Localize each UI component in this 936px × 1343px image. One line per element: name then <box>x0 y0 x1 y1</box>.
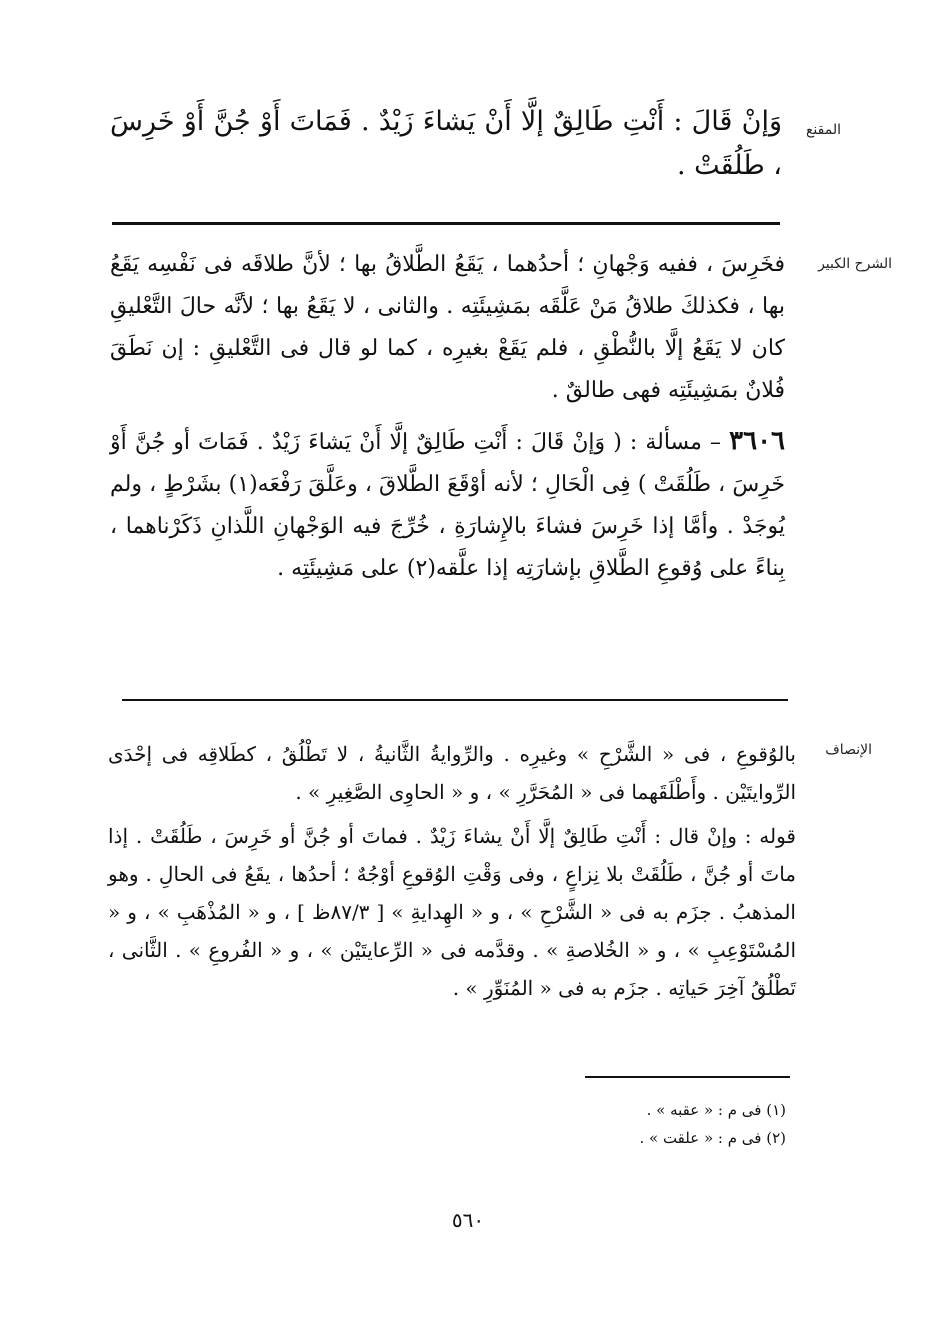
section-label-muqni: المقنع <box>805 122 841 138</box>
sharh-masala-paragraph <box>110 420 785 590</box>
section-label-sharh: الشرح الكبير <box>818 256 892 272</box>
section-label-insaf: الإنصاف <box>825 742 872 758</box>
footnote-2: (٢) فى م : « علقت » . <box>639 1129 786 1147</box>
insaf-paragraph-1: بالوُقوعِ ، فى « الشَّرْحِ » وغيرِه . والرِّوايةُ الثَّانيةُ ، لا تَطْلُقُ ، كطَلاقِه فى إحْدَى الرِّوايتَيْن . وأَطْلَقَهما فى « المُحَرَّرِ » ، و « الحاوِى الصَّغِيرِ » . <box>108 742 796 804</box>
thick-divider <box>112 222 780 225</box>
page-number: ٥٦٠ <box>451 1208 485 1232</box>
muqni-text: وَإنْ قَالَ : أَنْتِ طَالِقٌ إلَّا أَنْ يَشاءَ زَيْدٌ . فَمَاتَ أَوْ جُنَّ أَوْ خَرِسَ ، طَلُقَتْ . <box>110 106 782 181</box>
sharh-text-block <box>110 244 785 590</box>
footnotes <box>386 1096 786 1152</box>
masala-text: – مسألة : ( وَإنْ قَالَ : أَنْتِ طَالِقٌ إلَّا أَنْ يَشاءَ زَيْدٌ . فَمَاتَ أو جُنَّ أَوْ خَرِسَ ، طَلُقَتْ ) فِى الْحَالِ ؛ لأنه أوْقَعَ الطَّلاقَ ، وعَلَّقَ رَفْعَه(١) بشَرْطٍ ، ولم يُوجَدْ . وأمَّا إذا خَرِسَ فشاءَ بالإِشارَةِ ، خُرِّجَ فيه الوَجْهانِ اللَّذانِ ذَكَرْناهما ، بِناءً على وُقوعِ الطَّلاقِ بإشارَتِه إذا علَّقه(٢) على مَشِيئَتِه . <box>110 430 785 581</box>
muqni-text-block <box>110 100 782 188</box>
insaf-text-block <box>108 735 796 1007</box>
thin-divider <box>122 699 788 701</box>
footnote-1: (١) فى م : « عقبه » . <box>646 1101 786 1119</box>
sharh-paragraph-1: فخَرِسَ ، ففيه وَجْهانِ ؛ أحدُهما ، يَقَعُ الطَّلاقُ بها ؛ لأنَّ طلاقَه فى نَفْسِه يَقَعُ بها ، فكذلكَ طلاقُ مَنْ عَلَّقَه بمَشِيئَتِه . والثانى ، لا يَقَعُ بها ؛ لأنَّه حالَ التَّعْليقِ كان لا يَقَعُ إلَّا بالنُّطْقِ ، فلم يَقَعْ بغيرِه ، كما لو قال فى التَّعْليقِ : إن نَطَقَ فُلانٌ بمَشِيئَتِه فهى طالقٌ . <box>110 252 785 403</box>
footnote-divider <box>585 1076 790 1078</box>
insaf-paragraph-2: قوله : وإنْ قال : أَنْتِ طَالِقٌ إلَّا أَنْ يشاءَ زَيْدٌ . فماتَ أو جُنَّ أو خَرِسَ ، طَلُقَتْ . إذا ماتَ أو جُنَّ ، طَلُقَتْ بلا نِزاعٍ ، وفى وَقْتِ الوُقوعِ أوْجُهٌ ؛ أحدُها ، يقَعُ فى الحالِ . وهو المذهبُ . جزَم به فى « الشَّرْحِ » ، و « الهِدايةِ » [ ٨٧/٣ظ ] ، و « المُذْهَبِ » ، و « المُسْتَوْعِبِ » ، و « الخُلاصةِ » . وقدَّمه فى « الرِّعايتَيْن » ، و « الفُروعِ » . الثَّانى ، تَطْلُقُ آخِرَ حَياتِه . جزَم به فى « المُنَوِّرِ » . <box>108 824 796 1000</box>
masala-number: ٣٦٠٦ <box>729 426 785 456</box>
